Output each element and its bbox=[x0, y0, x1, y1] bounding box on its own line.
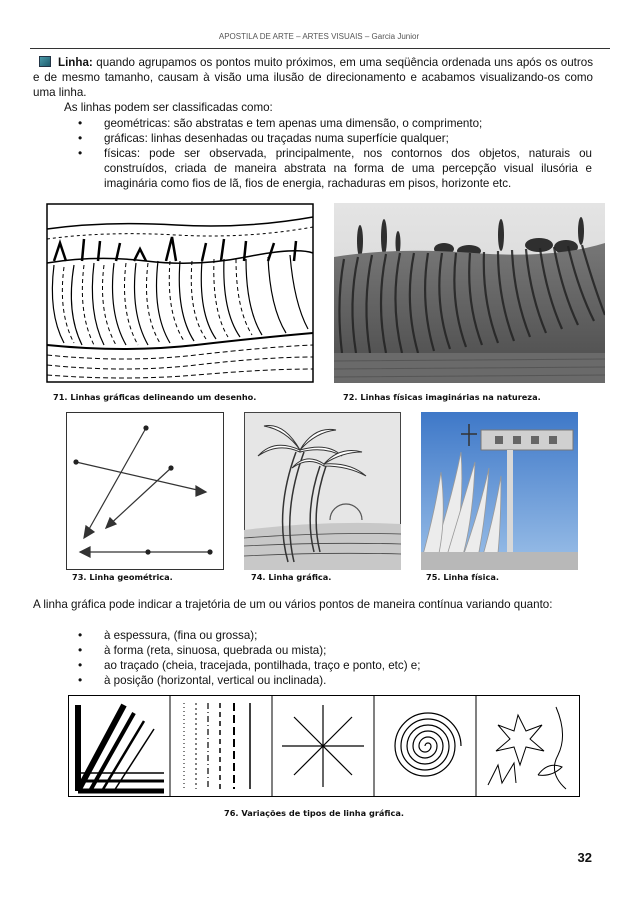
figure-76-caption: 76. Variações de tipos de linha gráfica. bbox=[224, 808, 404, 818]
list-item: • ao traçado (cheia, tracejada, pontilhada, traço e ponto, etc) e; bbox=[90, 658, 592, 673]
list-item: • à forma (reta, sinuosa, quebrada ou mista); bbox=[90, 643, 592, 658]
classify-text: As linhas podem ser classificadas como: bbox=[64, 101, 273, 114]
intro-paragraph bbox=[33, 55, 593, 100]
figure-74-caption: 74. Linha gráfica. bbox=[251, 572, 332, 582]
figure-72-caption: 72. Linhas físicas imaginárias na natureza. bbox=[343, 392, 541, 402]
list-item: • geométricas: são abstratas e tem apenas uma dimensão, o comprimento; bbox=[90, 116, 592, 131]
figure-71-drawing bbox=[46, 203, 314, 383]
list-item: • à posição (horizontal, vertical ou inclinada). bbox=[90, 673, 592, 688]
figure-73-geometric-lines bbox=[66, 412, 224, 570]
intro-text: quando agrupamos os pontos muito próximos, em uma seqüência ordenada uns após os outros e de mesmo tamanho, causam à visão uma ilusão de direcionamento e acabamos visualizando-os como uma linha. bbox=[33, 56, 593, 99]
figure-76-line-variations bbox=[68, 695, 580, 797]
figure-75-cathedral-photo bbox=[421, 412, 578, 570]
list-item: • físicas: pode ser observada, principalmente, nos contornos dos objetos, naturais ou construídos, criada de maneira abstrata na forma de uma percepção visual ilusória e imaginária como fios de lã, fios de energia, rachaduras em pisos, horizonte etc. bbox=[90, 146, 592, 191]
graphic-line-variations-list bbox=[90, 628, 592, 688]
page-header: APOSTILA DE ARTE – ARTES VISUAIS – Garcia Junior bbox=[218, 32, 420, 41]
figure-74-palm-drawing bbox=[244, 412, 401, 570]
figure-72-photo bbox=[334, 203, 605, 383]
graphic-line-paragraph: A linha gráfica pode indicar a trajetória de um ou vários pontos de maneira contínua variando quanto: bbox=[33, 598, 553, 611]
header-divider bbox=[30, 48, 610, 49]
list-item: • à espessura, (fina ou grossa); bbox=[90, 628, 592, 643]
line-classes-list bbox=[90, 116, 592, 191]
square-bullet-icon bbox=[39, 56, 51, 67]
list-item: • gráficas: linhas desenhadas ou traçadas numa superfície qualquer; bbox=[90, 131, 592, 146]
figure-73-caption: 73. Linha geométrica. bbox=[72, 572, 173, 582]
intro-term: Linha: bbox=[58, 56, 93, 69]
page-number: 32 bbox=[577, 850, 592, 865]
figure-75-caption: 75. Linha física. bbox=[426, 572, 499, 582]
figure-71-caption: 71. Linhas gráficas delineando um desenho. bbox=[53, 392, 257, 402]
